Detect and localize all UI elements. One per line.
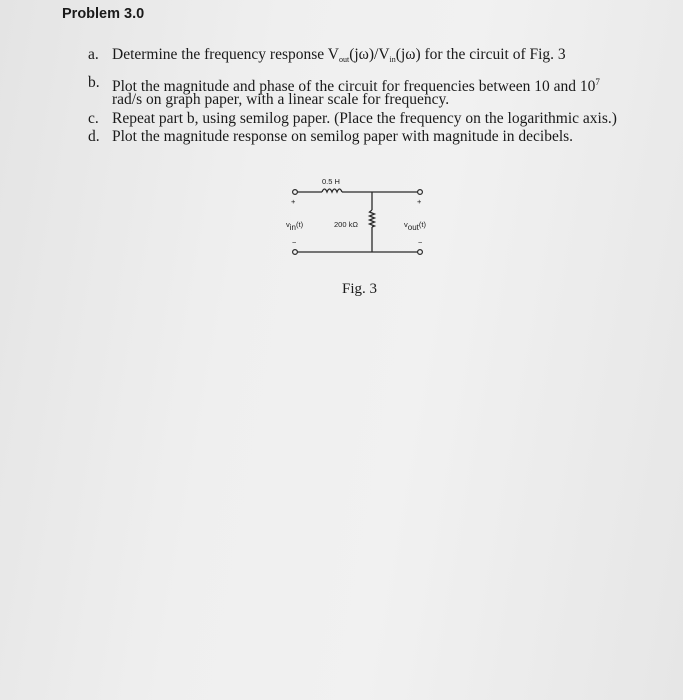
terminal-in-top — [293, 190, 298, 195]
item-text: Repeat part b, using semilog paper. (Place the frequency on the logarithmic axis.) — [112, 110, 617, 127]
inductor-label: 0.5 H — [322, 177, 340, 186]
item-text: Determine the frequency response $V_{out}(j\omega)/V_{in}(j\omega)$ for the circuit of Fig. 3 — [112, 46, 566, 64]
vout-label: $v_{out}(t)$ — [404, 220, 426, 232]
vout-plus-sign: + — [417, 197, 422, 206]
terminal-out-top — [418, 190, 423, 195]
circuit-diagram — [280, 170, 440, 270]
vin-plus-sign: + — [291, 197, 296, 206]
resistor-symbol — [370, 210, 375, 227]
terminal-out-bottom — [418, 250, 423, 255]
terminal-in-bottom — [293, 250, 298, 255]
item-label: c. — [88, 110, 99, 127]
item-text: Plot the magnitude response on semilog paper with magnitude in decibels. — [112, 128, 574, 145]
item-text: Plot the magnitude and phase of the circuit for frequencies between 10 and $10^7$ — [112, 77, 600, 95]
item-label: d. — [88, 128, 100, 145]
vin-minus-sign: − — [292, 238, 297, 247]
item-label: a. — [88, 46, 99, 63]
figure-caption: Fig. 3 — [342, 281, 378, 297]
problem-title: Problem 3.0 — [62, 6, 145, 22]
problem-item-b-continuation: rad/s on graph paper, with a linear scale for frequency. — [112, 91, 450, 108]
vin-label: $v_{in}(t)$ — [286, 220, 304, 232]
vout-minus-sign: − — [418, 238, 423, 247]
item-label: b. — [88, 74, 100, 91]
resistor-label: 200 kΩ — [334, 220, 358, 229]
inductor-symbol — [322, 189, 342, 192]
